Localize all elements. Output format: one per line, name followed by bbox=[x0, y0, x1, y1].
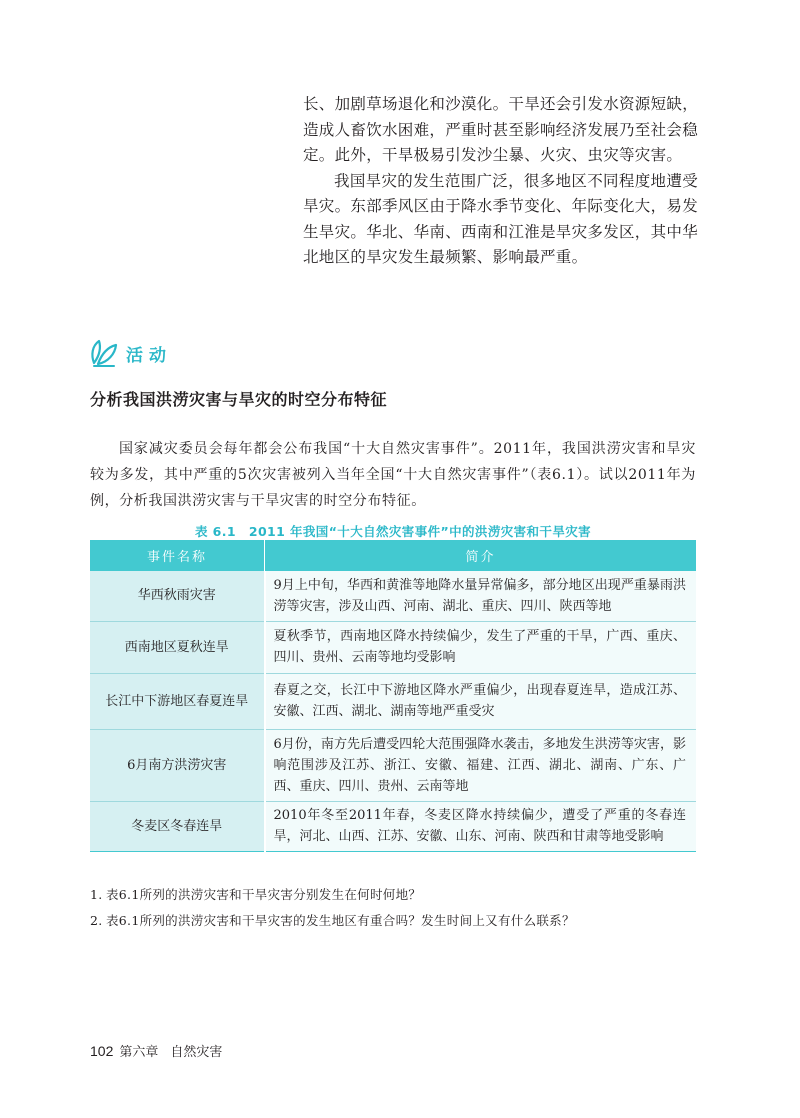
column-header-event-name: 事件名称 bbox=[90, 540, 265, 571]
event-description-cell: 9月上中旬，华西和黄淮等地降水量异常偏多，部分地区出现严重暴雨洪涝等灾害，涉及山西、河南、湖北、重庆、四川、陕西等地 bbox=[265, 571, 697, 621]
question-item bbox=[90, 882, 696, 908]
page-footer bbox=[90, 1041, 222, 1060]
chapter-title: 自然灾害 bbox=[170, 1045, 223, 1060]
event-description-cell: 2010年冬至2011年春，冬麦区降水持续偏少，遭受了严重的冬春连旱，河北、山西、江苏、安徽、山东、河南、陕西和甘肃等地受影响 bbox=[265, 801, 697, 851]
activity-instructions: 国家减灾委员会每年都会公布我国“十大自然灾害事件”。2011年，我国洪涝灾害和旱灾较为多发，其中严重的5次灾害被列入当年全国“十大自然灾害事件”（表6.1）。试以2011年为例，分析我国洪涝灾害与干旱灾害的时空分布特征。 bbox=[90, 441, 696, 509]
column-header-description: 简介 bbox=[265, 540, 697, 571]
intro-paragraph-1: 长、加剧草场退化和沙漠化。干旱还会引发水资源短缺，造成人畜饮水困难，严重时甚至影响经济发展乃至社会稳定。此外，干旱极易引发沙尘暴、火灾、虫灾等灾害。 bbox=[303, 95, 699, 164]
table-caption: 表 6.1 2011 年我国“十大自然灾害事件”中的洪涝灾害和干旱灾害 bbox=[194, 524, 592, 539]
table-row bbox=[90, 801, 696, 851]
event-name-cell: 华西秋雨灾害 bbox=[90, 571, 265, 621]
chapter-label: 第六章 bbox=[119, 1045, 159, 1060]
event-name-cell: 冬麦区冬春连旱 bbox=[90, 801, 265, 851]
question-text: 表6.1所列的洪涝灾害和干旱灾害分别发生在何时何地？ bbox=[106, 887, 422, 902]
disaster-table bbox=[90, 540, 696, 852]
question-number: 2. bbox=[90, 913, 103, 928]
event-description-cell: 夏秋季节，西南地区降水持续偏少，发生了严重的干旱，广西、重庆、四川、贵州、云南等地均受影响 bbox=[265, 621, 697, 673]
page-number: 102 bbox=[90, 1043, 114, 1059]
activity-label: 活动 bbox=[126, 345, 172, 366]
intro-text bbox=[303, 92, 698, 271]
table-header-row bbox=[90, 540, 696, 571]
question-item bbox=[90, 908, 696, 934]
section-heading: 分析我国洪涝灾害与旱灾的时空分布特征 bbox=[90, 390, 388, 409]
event-description-cell: 6月份，南方先后遭受四轮大范围强降水袭击，多地发生洪涝等灾害，影响范围涉及江苏、浙江、安徽、福建、江西、湖北、湖南、广东、广西、重庆、四川、贵州、云南等地 bbox=[265, 729, 697, 801]
table-row bbox=[90, 621, 696, 673]
event-description-cell: 春夏之交，长江中下游地区降水严重偏少，出现春夏连旱，造成江苏、安徽、江西、湖北、湖南等地严重受灾 bbox=[265, 673, 697, 729]
event-name-cell: 6月南方洪涝灾害 bbox=[90, 729, 265, 801]
event-name-cell: 西南地区夏秋连旱 bbox=[90, 621, 265, 673]
activity-leaf-icon bbox=[88, 337, 120, 369]
event-name-cell: 长江中下游地区春夏连旱 bbox=[90, 673, 265, 729]
table-row bbox=[90, 729, 696, 801]
intro-paragraph-2: 我国旱灾的发生范围广泛，很多地区不同程度地遭受旱灾。东部季风区由于降水季节变化、年际变化大，易发生旱灾。华北、华南、西南和江淮是旱灾多发区，其中华北地区的旱灾发生最频繁、影响最严重。 bbox=[303, 171, 699, 266]
question-number: 1. bbox=[90, 887, 103, 902]
table-row bbox=[90, 673, 696, 729]
question-list bbox=[90, 882, 696, 934]
table-row bbox=[90, 571, 696, 621]
question-text: 表6.1所列的洪涝灾害和干旱灾害的发生地区有重合吗？发生时间上又有什么联系？ bbox=[106, 913, 575, 928]
activity-header bbox=[88, 337, 172, 369]
